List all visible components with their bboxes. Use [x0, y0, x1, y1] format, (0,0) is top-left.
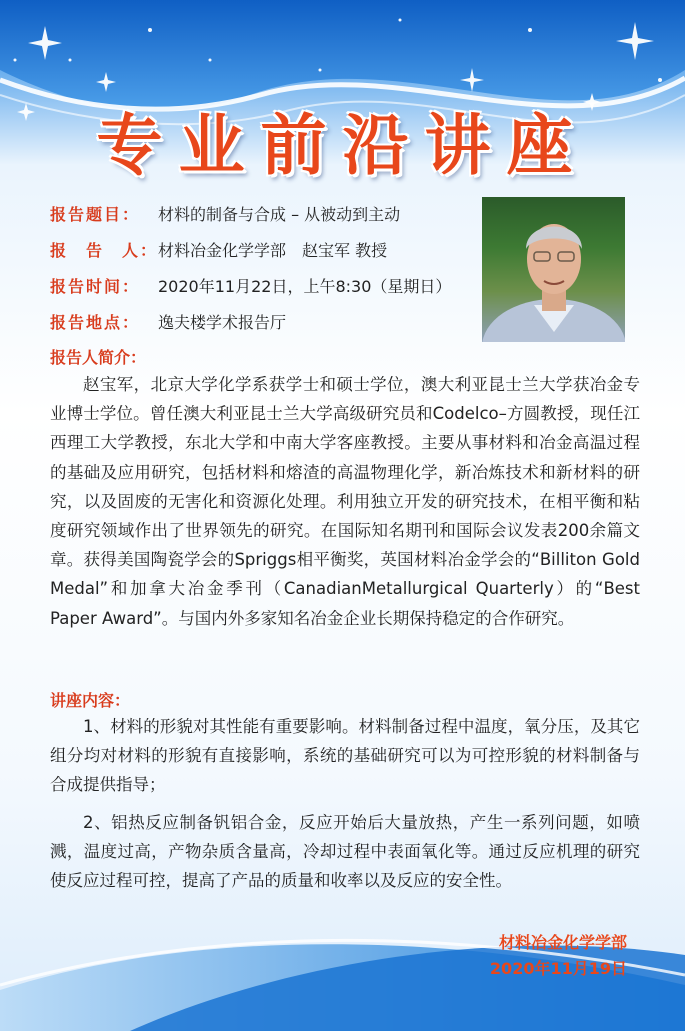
content-item: 1、材料的形貌对其性能有重要影响。材料制备过程中温度，氧分压，及其它组分均对材料的形貌有直接影响，系统的基础研究可以为可控形貌的材料制备与合成提供指导； [50, 717, 640, 795]
field-label: 报 告 人： [50, 241, 159, 260]
info-block [50, 200, 470, 344]
field-value: 材料冶金化学学部 赵宝军 教授 [158, 241, 388, 260]
field-value: 2020年11月22日，上午8:30（星期日） [158, 277, 452, 296]
field-value: 逸夫楼学术报告厅 [158, 313, 287, 332]
field-value: 材料的制备与合成 – 从被动到主动 [158, 205, 401, 224]
field-topic [50, 200, 470, 236]
speaker-bio: 赵宝军，北京大学化学系获学士和硕士学位，澳大利亚昆士兰大学获冶金专业博士学位。曾任澳大利亚昆士兰大学高级研究员和Codelco–方圆教授，现任江西理工大学教授，东北大学和中南大学客座教授。主要从事材料和冶金高温过程的基础及应用研究，包括材料和熔渣的高温物理化学，新冶炼技术和新材料的研究，以及固废的无害化和资源化处理。利用独立开发的研究技术，在相平衡和粘度研究领域作出了世界领先的研究。在国际知名期刊和国际会议发表200余篇文章。获得美国陶瓷学会的Spriggs相平衡奖，英国材料冶金学会的“Billiton Gold Medal”和加拿大冶金季刊（CanadianMetallurgical Quarterly）的“Best Paper Award”。与国内外多家知名冶金企业长期保持稳定的合作研究。 [50, 375, 640, 628]
field-label: 报告时间： [50, 277, 141, 296]
field-speaker [50, 236, 470, 272]
footer-department: 材料冶金化学学部 [498, 933, 627, 952]
field-location [50, 308, 470, 344]
speaker-heading: 报告人简介： [50, 348, 147, 367]
field-time [50, 272, 470, 308]
field-label: 报告地点： [50, 313, 141, 332]
page-title: 专业前沿讲座 [96, 107, 589, 184]
content-heading: 讲座内容： [50, 691, 131, 710]
speaker-photo [482, 197, 625, 342]
footer-date: 2020年11月19日 [489, 959, 627, 978]
field-label: 报告题目： [50, 205, 141, 224]
content-item: 2、铝热反应制备钒铝合金，反应开始后大量放热，产生一系列问题，如喷溅，温度过高，产物杂质含量高，冷却过程中表面氧化等。通过反应机理的研究使反应过程可控，提高了产品的质量和收率以及反应的安全性。 [50, 813, 640, 891]
